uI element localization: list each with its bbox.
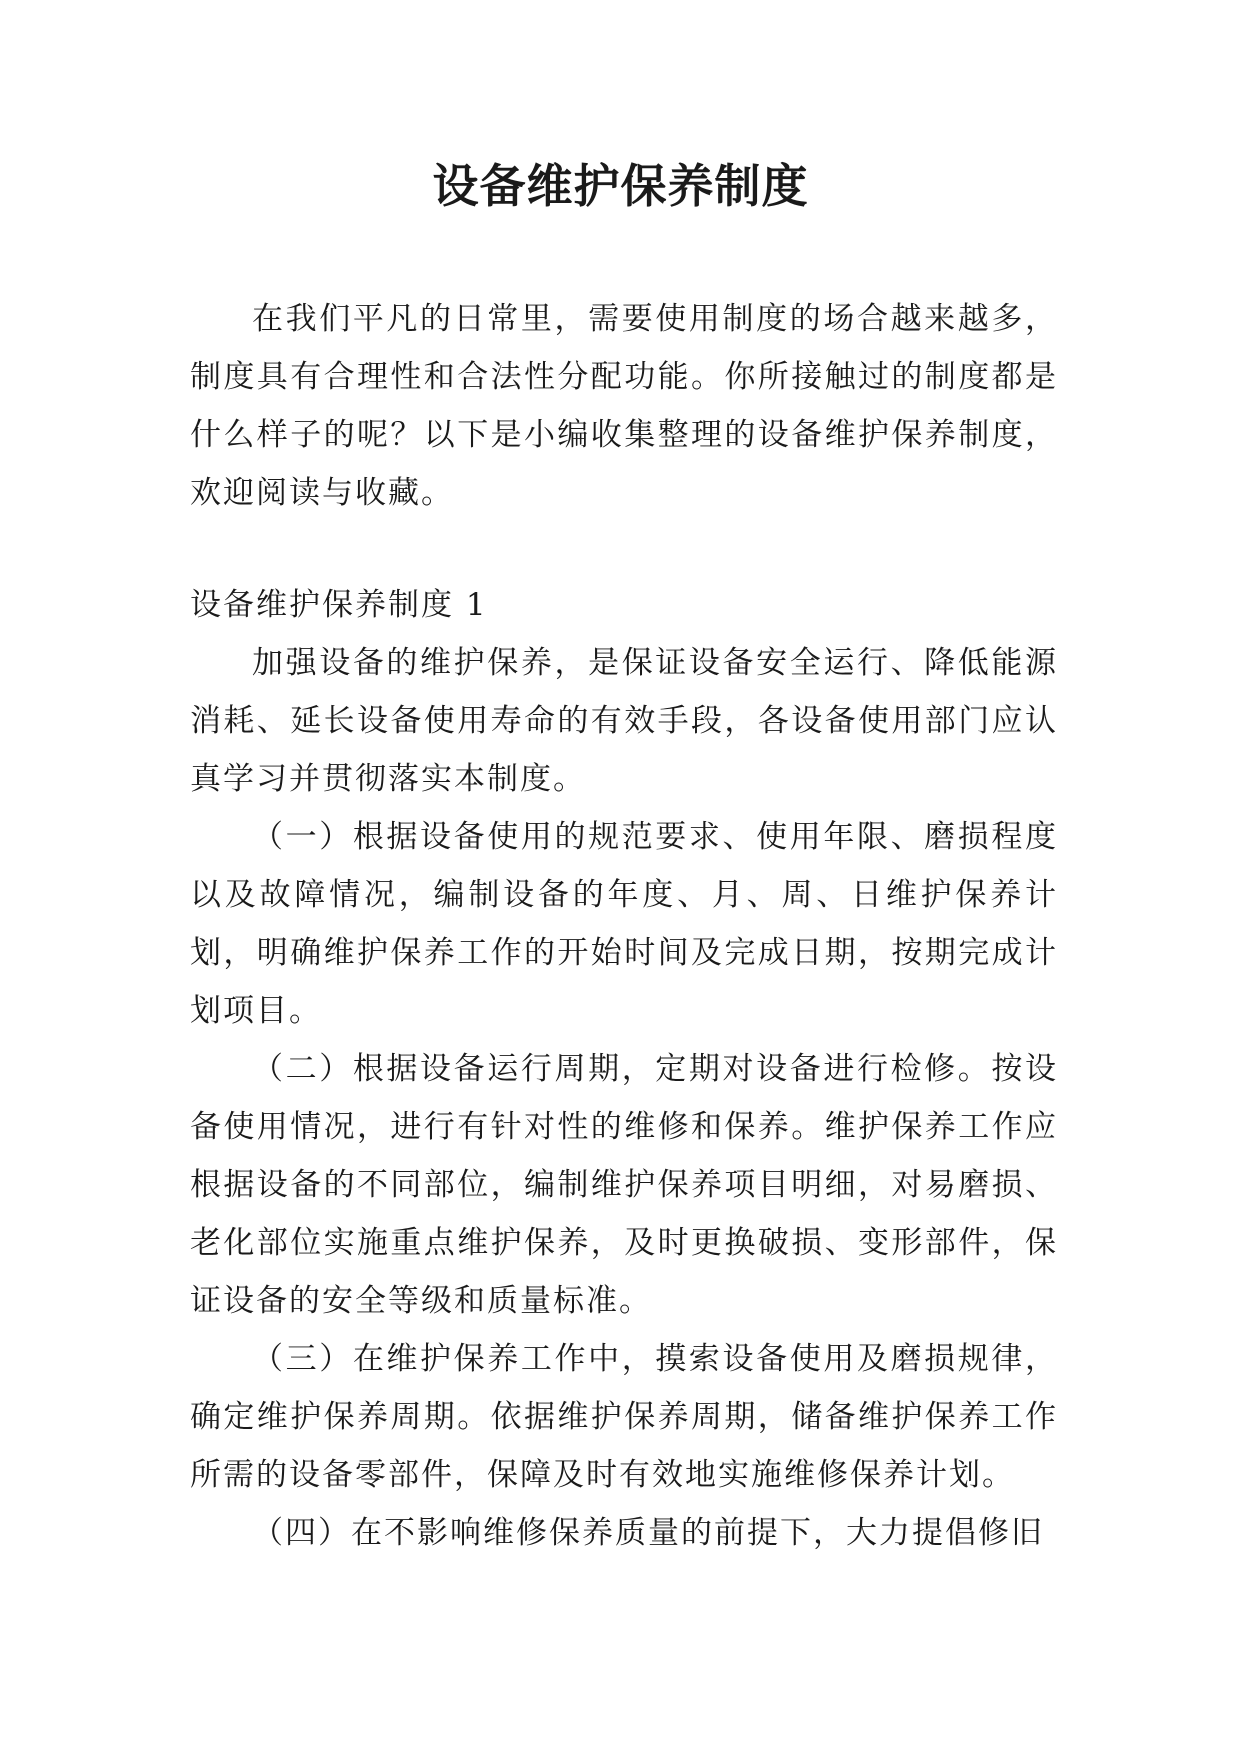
section-heading: 设备维护保养制度 1 xyxy=(190,587,488,623)
document-body xyxy=(190,290,1058,1562)
body-paragraph: （三）在维护保养工作中，摸索设备使用及磨损规律，确定维护保养周期。依据维护保养周期，储备维护保养工作所需的设备零部件，保障及时有效地实施维修保养计划。 xyxy=(190,1341,1058,1493)
body-paragraph: （一）根据设备使用的规范要求、使用年限、磨损程度以及故障情况，编制设备的年度、月、周、日维护保养计划，明确维护保养工作的开始时间及完成日期，按期完成计划项目。 xyxy=(190,819,1058,1029)
body-paragraph: （四）在不影响维修保养质量的前提下，大力提倡修旧 xyxy=(252,1515,1044,1551)
document-title: 设备维护保养制度 xyxy=(432,159,809,213)
section-spacer xyxy=(190,522,1058,576)
body-paragraph: （二）根据设备运行周期，定期对设备进行检修。按设备使用情况，进行有针对性的维修和保养。维护保养工作应根据设备的不同部位，编制维护保养项目明细，对易磨损、老化部位实施重点维护保养，及时更换破损、变形部件，保证设备的安全等级和质量标准。 xyxy=(190,1051,1058,1319)
intro-paragraph: 在我们平凡的日常里，需要使用制度的场合越来越多，制度具有合理性和合法性分配功能。你所接触过的制度都是什么样子的呢？以下是小编收集整理的设备维护保养制度，欢迎阅读与收藏。 xyxy=(190,301,1058,511)
body-paragraph: 加强设备的维护保养，是保证设备安全运行、降低能源消耗、延长设备使用寿命的有效手段，各设备使用部门应认真学习并贯彻落实本制度。 xyxy=(190,645,1058,797)
